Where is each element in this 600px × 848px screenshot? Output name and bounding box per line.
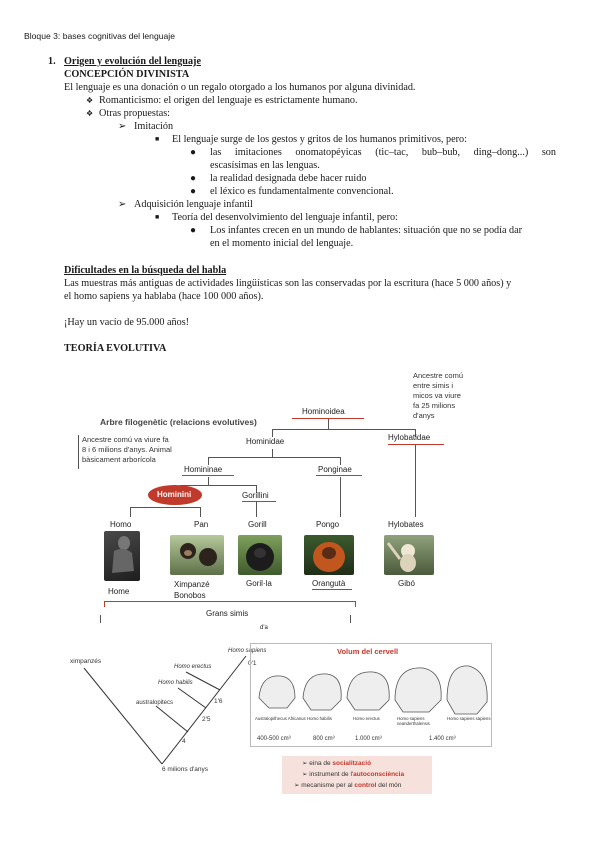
skull-illustrations [251,664,491,724]
dot-bullet-icon: ● [190,225,197,236]
volume-1: 400-500 cm³ [257,736,291,742]
genus-pongo: Pongo [316,520,340,529]
square-bullet-icon: ■ [155,135,160,143]
imit-point1-line2: escasísimas en las lenguas. [210,160,320,171]
genus-gorilla: Gorill [248,520,267,529]
adq-point1-line1: Los infantes crecen en un mundo de hablantes: situación que no se podía dar [210,225,523,236]
label-australopithecus: australopitecs [136,700,174,706]
orangutan-image [304,535,354,575]
age-1-6: 1'6 [214,698,223,705]
age-base: 6 milions d'anys [162,766,209,773]
otras-text: Otras propuestas: [99,108,171,119]
brain-volume-title: Volum del cervell [337,647,399,656]
tree-title: Arbre filogenètic (relacions evolutives) [100,417,257,427]
section-number: 1. [48,56,56,67]
skull-name-1: Australopithecus Africanus [255,716,306,721]
gorilla-image [238,535,282,575]
function-point-2: ➢ instrument de l'autoconsciència [302,771,405,778]
dot-bullet-icon: ● [190,147,197,158]
note-top-right: Ancestre comú entre simis i micos va viure fa 25 milions d'anys [413,371,464,420]
node-hominoidea: Hominoidea [302,407,345,416]
adquisicion-desc: Teoría del desenvolvimiento del lenguaje infantil, pero: [172,212,398,223]
arrow-bullet-icon: ➢ [118,121,127,132]
teoria-evolutiva-heading: TEORÍA EVOLUTIVA [64,343,167,354]
node-homininae: Homininae [184,465,223,474]
age-2-5: 2'5 [202,716,211,723]
arrow-bullet-icon: ➢ [118,199,127,210]
genus-hylobates: Hylobates [388,520,424,529]
skull-name-2: Homo habilis [307,716,332,721]
label-sapiens: Homo sapiens [228,648,267,654]
node-hylobatidae: Hylobatidae [388,433,431,442]
skull-name-4: Homo sapiens neanderthalensis [397,716,430,726]
node-hominidae: Hominidae [246,437,285,446]
age-4: 4 [182,738,186,745]
imitacion-desc: El lenguaje surge de los gestos y gritos de los humanos primitivos, pero: [172,134,467,145]
footer-mark: d'a [260,625,268,631]
chimpanzee-image [170,535,224,575]
imit-point2: la realidad designada debe hacer ruido [210,173,367,184]
imitacion-text: Imitación [134,121,174,132]
genus-homo: Homo [110,520,132,529]
great-apes-label: Grans simis [206,609,249,618]
species-ximpanze-bonobos: Ximpanzé Bonobos [174,580,210,600]
node-hominini: Hominini [157,490,192,499]
section2-para-line2: el homo sapiens ya hablaba (hace 100 000 años). [64,291,264,302]
skull-name-3: Homo erectus [353,716,380,721]
label-habilis: Homo habilis [158,680,193,686]
brain-volume-figure [250,643,492,747]
function-point-1: ➢ eina de socialització [302,760,372,767]
volume-2: 800 cm³ [313,736,335,742]
arrow-bullet-icon: ➢ [302,760,310,767]
emphasis-text: ¡Hay un vacío de 95.000 años! [64,317,190,328]
diamond-bullet-icon: ❖ [86,96,94,105]
volume-4: 1.400 cm³ [429,736,456,742]
label-chimps: ximpanzés [70,658,102,665]
square-bullet-icon: ■ [155,213,160,221]
hominin-lineage-figure [64,648,267,778]
diamond-bullet-icon: ❖ [86,109,94,118]
species-gibo: Gibó [398,579,415,588]
arrow-bullet-icon: ➢ [294,782,302,789]
language-functions-box [282,756,432,794]
dot-bullet-icon: ● [190,173,197,184]
imit-point3: el léxico es fundamentalmente convencional. [210,186,394,197]
species-home: Home [108,587,130,596]
adquisicion-text: Adquisición lenguaje infantil [134,199,253,210]
volume-3: 1.000 cm³ [355,736,382,742]
label-erectus: Homo erectus [174,664,212,670]
thinker-statue-image [104,531,140,581]
arrow-bullet-icon: ➢ [302,771,310,778]
node-gorillini: Gorillini [242,491,269,500]
note-left: Ancestre comú va viure fa 8 i 6 milions d'anys. Animal bàsicament arborícola [82,435,172,464]
age-0-1: 0'1 [248,660,257,667]
skull-name-5: Homo sapiens sapiens [447,716,491,721]
adq-point1-line2: en el momento inicial del lenguaje. [210,238,354,249]
node-ponginae: Ponginae [318,465,352,474]
function-point-3: ➢ mecanisme per al control del món [294,782,402,789]
subheading: CONCEPCIÓN DIVINISTA [64,69,190,80]
section2-heading: Dificultades en la búsqueda del habla [64,265,227,276]
species-goril-la: Goril·la [246,579,272,588]
phylogenetic-tree-figure [70,365,510,635]
gibbon-image [384,535,434,575]
page-header: Bloque 3: bases cognitivas del lenguaje [24,31,175,41]
species-orangutan: Orangutà [312,579,346,588]
dot-bullet-icon: ● [190,186,197,197]
intro-text: El lenguaje es una donación o un regalo otorgado a los humanos por alguna divinidad. [64,82,416,93]
imit-point1-line1: las imitaciones onomatopéyicas (tic–tac, bub–bub, ding–dong...) son [210,147,556,158]
romanticismo-text: Romanticismo: el origen del lenguaje es estrictamente humano. [99,95,358,106]
section2-para-line1: Las muestras más antiguas de actividades lingüísticas son las conservadas por la escritura (hace 5 000 años) y [64,278,512,289]
genus-pan: Pan [194,520,209,529]
section-heading: Origen y evolución del lenguaje [64,56,201,67]
